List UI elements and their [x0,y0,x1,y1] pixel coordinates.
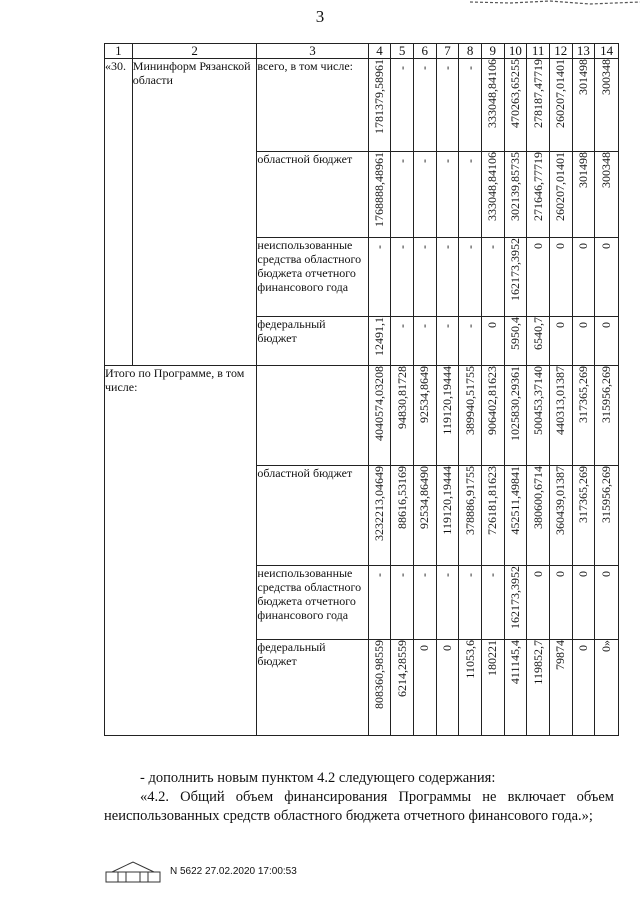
column-header: 9 [481,44,504,59]
amount-value: - [462,573,477,577]
amount-value: 119852,7 [530,640,545,685]
amount-cell [391,152,414,238]
amount-cell [595,366,619,466]
amount-value: 1768888,48961 [371,152,386,227]
amount-cell [459,317,482,366]
amount-value: 1781379,58961 [371,59,386,134]
amount-value: 119120,19444 [439,366,454,435]
amount-cell [413,59,436,152]
amount-cell [572,466,595,566]
amount-cell [504,366,527,466]
amount-cell [413,152,436,238]
amount-value: 333048,84106 [485,59,500,128]
amendment-instruction: - дополнить новым пунктом 4.2 следующего содержания: [140,770,496,786]
amount-cell [549,366,572,466]
amount-cell [459,466,482,566]
program-total-label: Итого по Программе, в том числе: [105,366,257,736]
funding-source-label: федеральный бюджет [257,317,368,366]
amount-cell [481,640,504,736]
column-header: 1 [105,44,133,59]
column-header: 13 [572,44,595,59]
amount-cell [459,366,482,466]
amount-value: 808360,98559 [371,640,386,709]
amount-cell [549,59,572,152]
amount-cell [549,640,572,736]
amount-value: 162173,3952 [507,566,522,629]
amount-cell [459,238,482,317]
amount-value: 0 [439,645,454,651]
amount-cell [368,466,391,566]
amount-value: 378886,91755 [462,466,477,535]
funding-source-label: всего, в том числе: [257,59,368,152]
table-row [105,59,619,152]
funding-source-label: областной бюджет [257,466,368,566]
organization-name: Мининформ Рязанской области [132,59,257,366]
funding-source-label: неиспользованные средства областного бюджета отчетного финансового года [257,566,368,640]
amount-cell [481,566,504,640]
amount-value: 260207,01401 [553,59,568,128]
amount-cell [391,366,414,466]
funding-source-label [257,366,368,466]
amount-value: - [417,159,432,163]
amount-value: 6214,28559 [394,640,409,697]
amount-value: 302139,85735 [507,152,522,221]
amount-cell [595,238,619,317]
column-header: 12 [549,44,572,59]
amount-value: 317365,269 [575,366,590,423]
amount-value: 0 [575,645,590,651]
column-header: 6 [413,44,436,59]
amount-value: 11053,6 [462,640,477,679]
amount-value: - [394,66,409,70]
amount-value: 0 [599,322,614,328]
amount-value: - [394,324,409,328]
amount-cell [527,317,550,366]
funding-source-label: областной бюджет [257,152,368,238]
amount-cell [413,366,436,466]
amount-cell [504,238,527,317]
amount-value: 0 [417,645,432,651]
amount-value: 0 [553,571,568,577]
amount-value: - [394,159,409,163]
amount-cell [368,640,391,736]
budget-table [104,43,619,736]
amount-value: 0 [599,571,614,577]
amount-value: - [439,573,454,577]
amount-cell [549,566,572,640]
amount-cell [436,317,459,366]
amount-value: - [394,245,409,249]
amount-cell [413,640,436,736]
amount-value: 0 [553,322,568,328]
amendment-text: «4.2. Общий объем финансирования Программы не включает объем неиспользованных средств областного бюджета отчетного финансового года.»; [104,789,614,824]
amount-value: - [417,66,432,70]
table-row [105,366,619,466]
amount-cell [504,317,527,366]
amount-value: 88616,53169 [394,466,409,529]
amount-value: 315956,269 [599,366,614,423]
amount-value: 315956,269 [599,466,614,523]
amount-cell [368,238,391,317]
amount-value: 119120,19444 [439,466,454,535]
amount-value: 260207,01401 [553,152,568,221]
amount-cell [572,238,595,317]
column-header: 14 [595,44,619,59]
amount-value: 0 [575,322,590,328]
amount-value: - [439,159,454,163]
amount-value: 0 [599,243,614,249]
amount-cell [549,238,572,317]
amount-cell [368,152,391,238]
amount-cell [436,366,459,466]
amount-cell [504,566,527,640]
amount-cell [391,566,414,640]
amount-value: 92534,86490 [417,466,432,529]
amount-cell [436,59,459,152]
amount-value: 12491,1 [371,317,386,356]
building-logo-icon [104,858,162,884]
amount-cell [572,366,595,466]
amount-cell [436,640,459,736]
amount-value: 0 [553,243,568,249]
amount-value: 333048,84106 [485,152,500,221]
amount-cell [459,640,482,736]
amount-value: 360439,01387 [553,466,568,535]
amount-cell [413,466,436,566]
amount-cell [504,152,527,238]
amount-cell [527,466,550,566]
funding-source-label: федеральный бюджет [257,640,368,736]
amount-cell [368,59,391,152]
amount-cell [527,566,550,640]
amount-cell [549,466,572,566]
column-header: 5 [391,44,414,59]
amount-value: 301498 [575,59,590,95]
amount-cell [481,466,504,566]
amount-cell [368,566,391,640]
amount-value: 79874 [553,640,568,670]
amount-cell [391,238,414,317]
amount-cell [527,152,550,238]
amount-value: 92534,8649 [417,366,432,423]
amount-value: 1025830,29361 [507,366,522,441]
column-header: 3 [257,44,368,59]
amount-cell [391,59,414,152]
amount-cell [368,317,391,366]
funding-source-label: неиспользованные средства областного бюджета отчетного финансового года [257,238,368,317]
amount-value: 0 [575,243,590,249]
amount-cell [436,238,459,317]
amount-cell [527,640,550,736]
amount-cell [572,317,595,366]
amount-value: 0 [530,571,545,577]
amount-cell [391,640,414,736]
amount-cell [413,566,436,640]
amount-cell [527,238,550,317]
amount-value: - [462,66,477,70]
column-header: 7 [436,44,459,59]
amount-cell [436,466,459,566]
amount-cell [481,59,504,152]
amount-value: 0 [485,322,500,328]
amount-value: 0 [530,243,545,249]
amount-cell [459,59,482,152]
amount-cell [504,640,527,736]
amount-value: - [371,573,386,577]
amount-cell [549,317,572,366]
column-header: 11 [527,44,550,59]
amount-value: 0 [575,571,590,577]
amount-value: 301498 [575,152,590,188]
amount-cell [572,152,595,238]
amount-value: 906402,81623 [485,366,500,435]
amount-value: 389940,51755 [462,366,477,435]
amount-value: 4040574,03208 [371,366,386,441]
amount-value: 94830,81728 [394,366,409,429]
amount-value: 278187,47719 [530,59,545,128]
amount-value: - [439,245,454,249]
column-header: 8 [459,44,482,59]
page-number: 3 [315,7,325,26]
amount-cell [436,566,459,640]
amount-cell [391,466,414,566]
amount-value: 452511,49841 [507,466,522,535]
amount-value: 726181,81623 [485,466,500,535]
amount-value: - [439,324,454,328]
amount-cell [595,466,619,566]
registry-stamp [104,858,297,884]
amount-value: - [417,245,432,249]
amount-cell [549,152,572,238]
amount-cell [572,59,595,152]
column-header: 4 [368,44,391,59]
amount-cell [481,366,504,466]
amount-value: 317365,269 [575,466,590,523]
amount-value: - [485,245,500,249]
amount-value: 440313,01387 [553,366,568,435]
amount-value: 6540,7 [530,317,545,350]
amount-value: 500453,37140 [530,366,545,435]
amount-cell [459,152,482,238]
amount-cell [572,640,595,736]
amount-value: 271646,77719 [530,152,545,221]
amount-value: 5950,4 [507,317,522,350]
amount-cell [595,59,619,152]
amount-value: 300348 [599,59,614,95]
amount-cell [527,59,550,152]
amount-cell [481,238,504,317]
amount-value: - [485,573,500,577]
amount-cell [368,366,391,466]
amount-cell [481,152,504,238]
column-header: 10 [504,44,527,59]
amount-cell [595,640,619,736]
amount-value: 470263,65255 [507,59,522,128]
amount-value: 162173,3952 [507,238,522,301]
amount-value: - [439,66,454,70]
header-row [105,44,619,59]
amount-value: 380600,6714 [530,466,545,529]
amount-cell [459,566,482,640]
amount-cell [572,566,595,640]
amount-value: - [417,573,432,577]
amount-value: 300348 [599,152,614,188]
amount-cell [413,238,436,317]
amount-value: 0» [599,640,614,652]
amount-value: - [371,245,386,249]
amount-value: 411145,4 [507,640,522,685]
amount-cell [595,317,619,366]
registry-number: N 5622 27.02.2020 17:00:53 [170,865,297,877]
amount-cell [595,152,619,238]
amount-cell [527,366,550,466]
amount-value: 3232213,04649 [371,466,386,541]
amount-cell [595,566,619,640]
amount-cell [413,317,436,366]
amount-cell [481,317,504,366]
amount-value: - [462,324,477,328]
amount-value: - [462,159,477,163]
amount-value: 180221 [485,640,500,676]
row-number: «30. [105,59,133,366]
amount-cell [504,466,527,566]
amount-cell [436,152,459,238]
amount-cell [391,317,414,366]
amount-cell [504,59,527,152]
amount-value: - [462,245,477,249]
scan-artifact [470,0,640,8]
amount-value: - [394,573,409,577]
amount-value: - [417,324,432,328]
column-header: 2 [132,44,257,59]
